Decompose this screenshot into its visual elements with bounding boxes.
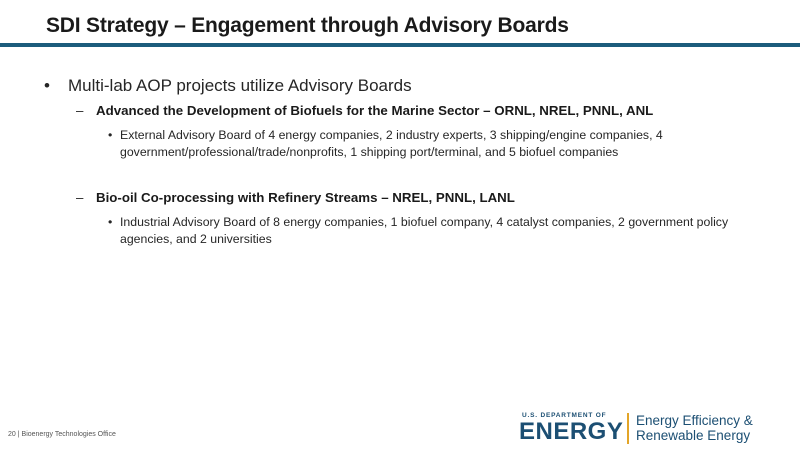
dash-icon: –	[76, 190, 84, 205]
project-detail	[108, 127, 768, 161]
title-divider	[0, 43, 800, 47]
project-heading-text: Advanced the Development of Biofuels for the Marine Sector – ORNL, NREL, PNNL, ANL	[96, 103, 654, 118]
logo-energy-text: ENERGY	[519, 418, 624, 445]
logo-eere-line2: Renewable Energy	[636, 428, 751, 443]
footer-separator: |	[17, 431, 20, 438]
main-bullet	[44, 76, 412, 96]
bullet-icon: •	[44, 76, 50, 95]
project-detail-text: External Advisory Board of 4 energy companies, 2 industry experts, 3 shipping/engine companies, 4 government/professional/trade/nonprofits, 1 shipping port/terminal, and 5 biofuel companies	[120, 128, 663, 159]
project-detail	[108, 214, 768, 248]
slide-footer	[8, 431, 116, 438]
slide-title: SDI Strategy – Engagement through Advisory Boards	[46, 14, 569, 37]
logo-separator	[627, 413, 629, 444]
bullet-icon: •	[108, 215, 113, 229]
logo-department-text: U.S. DEPARTMENT OF	[522, 412, 607, 419]
doe-eere-logo	[519, 410, 779, 446]
project-heading-text: Bio-oil Co-processing with Refinery Streams – NREL, PNNL, LANL	[96, 190, 515, 205]
main-bullet-text: Multi-lab AOP projects utilize Advisory Boards	[68, 76, 412, 95]
dash-icon: –	[76, 103, 84, 118]
page-number: 20	[8, 431, 16, 438]
project-heading	[76, 190, 515, 205]
logo-eere-line1: Energy Efficiency &	[636, 413, 753, 428]
project-detail-text: Industrial Advisory Board of 8 energy companies, 1 biofuel company, 4 catalyst companies, 2 government policy agencies, and 2 universities	[120, 215, 729, 246]
office-name: Bioenergy Technologies Office	[21, 431, 116, 438]
bullet-icon: •	[108, 128, 113, 142]
project-heading	[76, 103, 653, 118]
